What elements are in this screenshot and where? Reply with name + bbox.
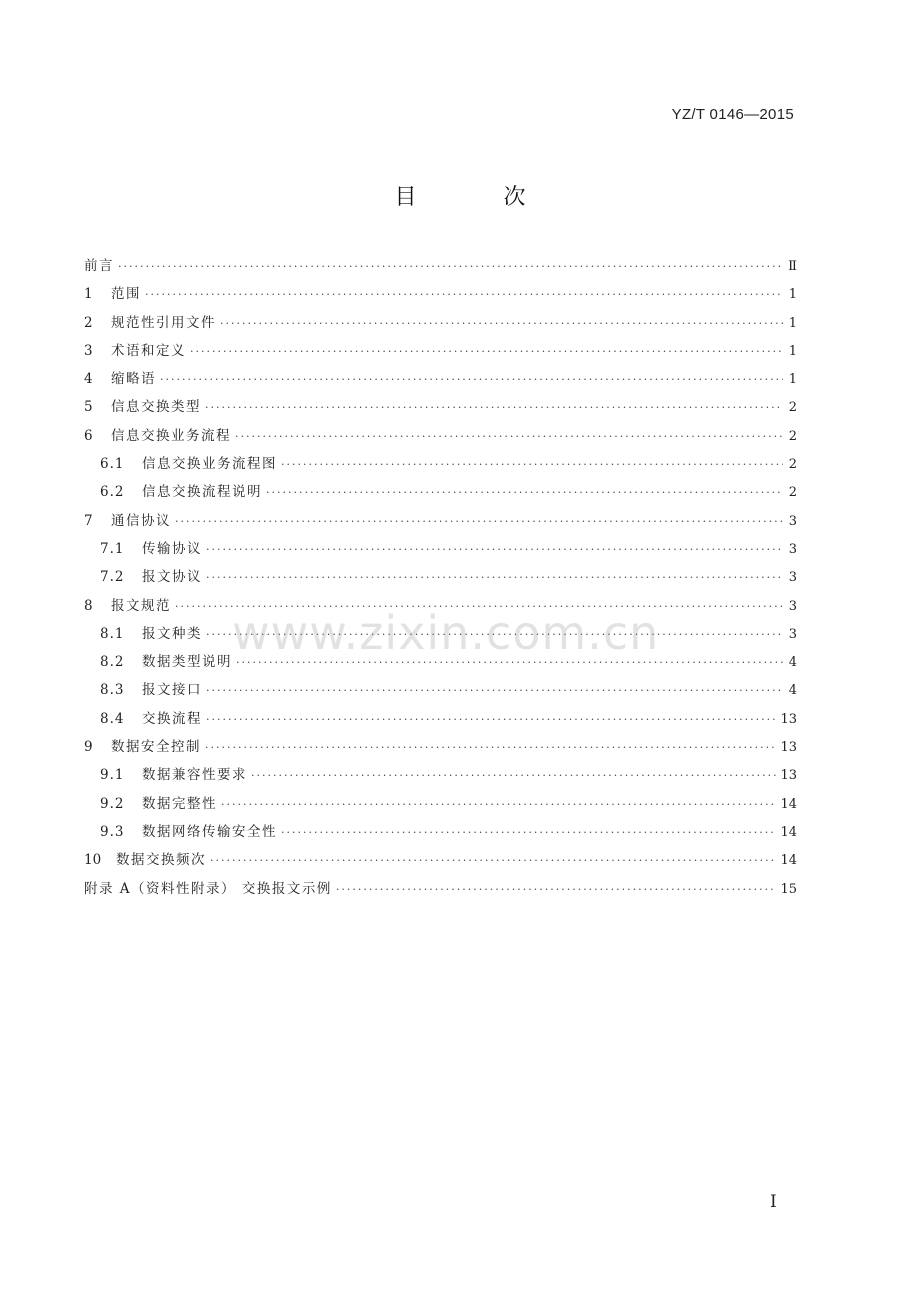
toc-entry-label: 范围	[111, 286, 141, 303]
toc-entry-page: 1	[788, 372, 797, 388]
toc-entry[interactable]	[84, 311, 797, 339]
toc-entry-page: 3	[788, 598, 797, 614]
toc-entry-label: 报文规范	[111, 597, 171, 614]
toc-entry-number: 7.2	[100, 569, 125, 586]
toc-entry-number: 8.1	[100, 625, 125, 642]
toc-entry-number: 8	[84, 597, 93, 614]
toc-entry-label: 交换流程	[142, 710, 202, 727]
toc-entry-number: 2	[84, 314, 93, 331]
page-title: 目 次	[394, 185, 566, 210]
toc-leader-dots	[236, 656, 783, 669]
toc-entry-page: 4	[788, 683, 797, 699]
toc-entry[interactable]	[84, 877, 797, 905]
toc-entry-page: 14	[780, 796, 797, 812]
toc-entry-label: 规范性引用文件	[111, 314, 216, 331]
toc-entry-page: 14	[780, 824, 797, 840]
toc-leader-dots	[145, 288, 783, 301]
toc-entry-label: 术语和定义	[111, 342, 186, 359]
toc-leader-dots	[251, 769, 776, 782]
toc-entry-number: 8.3	[100, 682, 125, 699]
toc-entry-label: 数据安全控制	[111, 739, 201, 756]
toc-entry-page: 1	[788, 287, 797, 303]
toc-entry[interactable]	[84, 792, 797, 820]
toc-entry[interactable]	[84, 622, 797, 650]
toc-leader-dots	[118, 260, 783, 273]
toc-leader-dots	[206, 628, 783, 641]
toc-entry[interactable]	[84, 254, 797, 282]
toc-entry-label: 数据交换频次	[116, 852, 206, 869]
toc-entry[interactable]	[84, 565, 797, 593]
toc-entry-label: 报文种类	[142, 625, 202, 642]
toc-entry-page: 13	[780, 740, 797, 756]
toc-entry-number: 9	[84, 739, 93, 756]
toc-entry[interactable]	[84, 707, 797, 735]
toc-entry-page: 3	[788, 513, 797, 529]
toc-entry-page: 3	[788, 570, 797, 586]
toc-entry[interactable]	[84, 282, 797, 310]
toc-entry[interactable]	[84, 424, 797, 452]
toc-entry-page: 3	[788, 626, 797, 642]
toc-leader-dots	[210, 854, 776, 867]
toc-entry-number: 1	[84, 286, 93, 303]
toc-entry-label: 信息交换类型	[111, 399, 201, 416]
toc-entry-page: 2	[788, 457, 797, 473]
toc-leader-dots	[206, 571, 783, 584]
toc-entry[interactable]	[84, 395, 797, 423]
toc-entry[interactable]	[84, 367, 797, 395]
toc-entry[interactable]	[84, 763, 797, 791]
toc-entry-number: 3	[84, 342, 93, 359]
toc-entry-number: 6.1	[100, 456, 125, 473]
toc-entry-number: 8.4	[100, 710, 125, 727]
toc-entry[interactable]	[84, 735, 797, 763]
toc-entry-page: 15	[780, 881, 797, 897]
toc-leader-dots	[235, 430, 783, 443]
toc-entry-page: 13	[780, 711, 797, 727]
toc-entry-number: 7	[84, 512, 93, 529]
toc-entry-number: 10	[84, 852, 102, 869]
toc-entry-label: 信息交换业务流程	[111, 427, 231, 444]
toc-entry[interactable]	[84, 820, 797, 848]
table-of-contents	[84, 254, 797, 905]
toc-entry-page: 3	[788, 541, 797, 557]
toc-entry-label: 数据类型说明	[142, 654, 232, 671]
toc-entry-number: 7.1	[100, 540, 125, 557]
toc-entry-page: 13	[780, 768, 797, 784]
toc-leader-dots	[266, 486, 783, 499]
toc-leader-dots	[160, 373, 783, 386]
toc-leader-dots	[221, 798, 776, 811]
toc-entry-label: 前言	[84, 258, 114, 274]
watermark: www.zixin.com.cn	[232, 606, 660, 660]
toc-entry-label: 数据网络传输安全性	[142, 823, 277, 840]
toc-entry[interactable]	[84, 452, 797, 480]
toc-entry-label: 报文协议	[142, 569, 202, 586]
toc-entry-number: 6.2	[100, 484, 125, 501]
toc-leader-dots	[220, 317, 783, 330]
toc-entry-page: 14	[780, 853, 797, 869]
toc-entry-page: 1	[788, 315, 797, 331]
toc-leader-dots	[206, 543, 783, 556]
toc-entry[interactable]	[84, 678, 797, 706]
toc-entry-page: 2	[788, 400, 797, 416]
toc-entry-label: 传输协议	[142, 540, 202, 557]
toc-entry-label: 报文接口	[142, 682, 202, 699]
toc-leader-dots	[206, 713, 776, 726]
toc-entry-page: 1	[788, 343, 797, 359]
toc-leader-dots	[206, 684, 783, 697]
toc-entry[interactable]	[84, 509, 797, 537]
toc-leader-dots	[205, 741, 776, 754]
toc-entry-label: 通信协议	[111, 512, 171, 529]
toc-entry-label: 附录 A（资料性附录） 交换报文示例	[84, 880, 332, 897]
toc-leader-dots	[336, 883, 777, 896]
document-code: YZ/T 0146—2015	[671, 106, 794, 123]
toc-entry-label: 数据兼容性要求	[142, 767, 247, 784]
toc-entry-label: 数据完整性	[142, 795, 217, 812]
toc-entry[interactable]	[84, 594, 797, 622]
toc-entry[interactable]	[84, 339, 797, 367]
toc-entry-number: 9.3	[100, 823, 125, 840]
toc-leader-dots	[281, 826, 776, 839]
toc-entry-page: 4	[788, 655, 797, 671]
toc-entry-label: 信息交换业务流程图	[142, 456, 277, 473]
toc-entry-number: 5	[84, 399, 93, 416]
toc-entry-page: 2	[788, 428, 797, 444]
toc-leader-dots	[175, 600, 783, 613]
toc-leader-dots	[281, 458, 783, 471]
toc-entry-page: Ⅱ	[788, 259, 797, 274]
toc-entry[interactable]	[84, 537, 797, 565]
toc-entry-number: 9.2	[100, 795, 125, 812]
toc-entry-label: 缩略语	[111, 371, 156, 388]
toc-leader-dots	[205, 401, 783, 414]
page-number: I	[770, 1192, 777, 1212]
toc-leader-dots	[190, 345, 783, 358]
toc-entry-number: 9.1	[100, 767, 125, 784]
toc-entry[interactable]	[84, 650, 797, 678]
toc-entry-number: 4	[84, 371, 93, 388]
toc-entry[interactable]	[84, 848, 797, 876]
toc-entry[interactable]	[84, 480, 797, 508]
toc-entry-page: 2	[788, 485, 797, 501]
toc-entry-number: 6	[84, 427, 93, 444]
toc-leader-dots	[175, 515, 783, 528]
toc-entry-label: 信息交换流程说明	[142, 484, 262, 501]
toc-entry-number: 8.2	[100, 654, 125, 671]
